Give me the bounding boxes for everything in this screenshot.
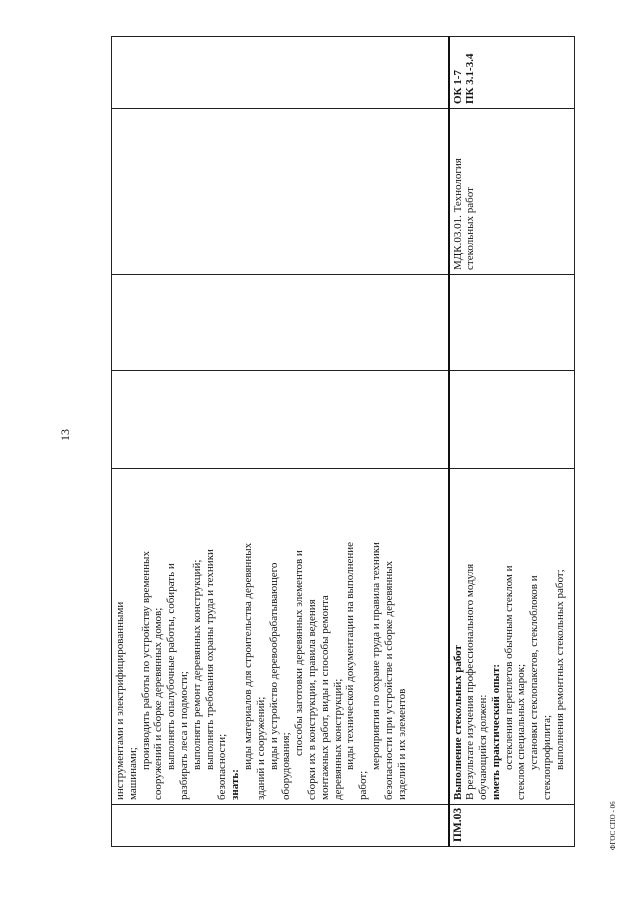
content-line: безопасности при устройстве и сборке деревянных [382,560,395,800]
know-heading: знать: [229,769,242,800]
content-line: оборудования; [280,732,293,800]
row2-col6-cell [449,37,575,109]
row2-code-cell [449,805,575,847]
ok-competency: ОК 1-7 [451,70,464,104]
content-line: виды технической документации на выполнение [344,542,357,770]
experience-heading: иметь практический опыт: [489,663,502,800]
rotated-table-container [111,37,566,847]
content-line: стеклом специальных марок; [515,663,528,800]
content-line: безопасности; [216,733,229,800]
content-line: стеклопрофилита; [541,714,554,800]
row2-content-cell [449,469,575,805]
content-line: В результате изучения профессионального модуля [464,563,477,800]
row1-col5-cell [112,109,449,275]
page-number: 13 [58,429,72,441]
content-line: обучающийся должен: [477,694,490,800]
content-line: инструментами и электрифицированными [114,601,126,800]
content-line: разбирать леса и подмости; [177,671,190,800]
footer-code: ФГОС СПО - 06 [609,801,617,850]
content-line: выполнения ремонтных стекольных работ; [553,569,566,770]
content-line: мероприятия по охране труда и правила техники [369,542,382,770]
module-title: Выполнение стекольных работ [451,645,464,800]
row2-col4-cell [449,275,575,371]
content-line: установки стеклопакетов, стеклоблоков и [528,575,541,770]
pk-competency: ПК 3.1-3.4 [464,53,477,104]
content-line: сооружений и сборке деревянных домов; [152,607,165,800]
content-line: производить работы по устройству временных [139,551,152,770]
module-code: ПМ.03 [451,807,464,842]
content-line: сборки их в конструкции, правила ведения [305,599,318,800]
content-line: способы заготовки деревянных элементов и [293,550,306,756]
mdk-label: МДК.03.01. Технология стекольных работ [451,158,477,270]
table-row [449,37,575,847]
row2-col5-cell [449,109,575,275]
row1-col6-cell [112,37,449,109]
row1-content-cell [112,469,449,805]
row1-col4-cell [112,275,449,371]
content-line: изделий и их элементов [395,688,408,800]
table-row [112,37,449,847]
row2-col3-cell [449,371,575,469]
content-line: виды материалов для строительства деревянных [241,542,254,770]
row1-col3-cell [112,371,449,469]
curriculum-table [111,36,575,847]
content-line: машинами; [126,747,139,800]
content-line: выполнять опалубочные работы, собирать и [165,563,178,770]
row1-code-cell [112,805,449,847]
content-line: деревянных конструкций; [331,678,344,800]
content-line: работ; [357,770,370,800]
content-line: зданий и сооружений; [254,696,267,800]
content-line: выполнять ремонт деревянных конструкций; [190,559,203,770]
content-line: виды и устройство деревообрабатывающего [267,562,280,770]
content-line: монтажных работ, виды и способы ремонта [318,595,331,800]
content-line: остекления переплетов обычным стеклом и [502,565,515,770]
content-line: выполнять требования охраны труда и техники [203,549,216,770]
